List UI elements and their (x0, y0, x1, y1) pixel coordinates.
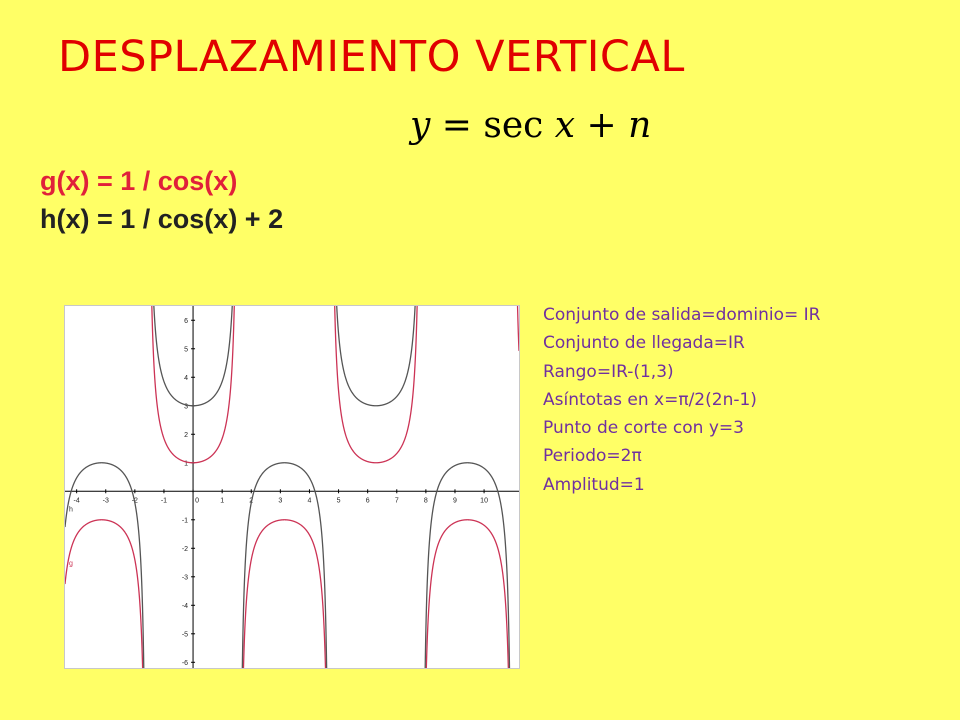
y-tick-label: 4 (184, 374, 189, 382)
series-h-curve (65, 306, 519, 668)
x-tick-label: -2 (131, 497, 138, 505)
x-tick-label: 2 (249, 497, 254, 505)
function-h-label: h(x) = 1 / cos(x) + 2 (40, 204, 284, 234)
y-tick-label: -4 (181, 602, 189, 610)
formula-y: y (410, 105, 431, 146)
secant-graph (64, 305, 520, 669)
graph-svg (65, 306, 519, 668)
y-tick-label: -1 (181, 517, 189, 525)
y-tick-label: 6 (184, 317, 189, 325)
series-g-curve (65, 306, 519, 668)
x-tick-label: 6 (365, 497, 370, 505)
x-tick-label: 7 (394, 497, 399, 505)
x-tick-label: 4 (307, 497, 312, 505)
formula-equals: = (430, 105, 484, 146)
property-y-intercept: Punto de corte con y=3 (543, 418, 744, 439)
x-tick-label: -4 (73, 497, 80, 505)
x-tick-label: 9 (453, 497, 457, 505)
property-asymptotes: Asíntotas en x=π/2(2n-1) (543, 389, 757, 410)
secant-formula (410, 105, 652, 146)
formula-sec: sec (483, 105, 544, 146)
x-tick-label: 0 (195, 497, 200, 505)
y-tick-label: 3 (184, 403, 189, 411)
property-amplitude: Amplitud=1 (543, 474, 645, 495)
properties-list (543, 301, 820, 499)
function-g-label: g(x) = 1 / cos(x) (40, 166, 238, 196)
series-g-label: g (69, 560, 73, 568)
x-tick-label: -3 (102, 497, 109, 505)
x-tick-label: -1 (160, 497, 168, 505)
y-tick-label: -6 (181, 659, 189, 667)
y-tick-label: -3 (181, 574, 189, 582)
y-tick-label: 2 (184, 431, 189, 439)
series-h-label: h (69, 506, 73, 514)
property-period: Periodo=2π (543, 446, 642, 467)
x-tick-label: 5 (336, 497, 341, 505)
x-tick-label: 10 (480, 497, 488, 505)
x-tick-label: 3 (278, 497, 283, 505)
property-domain: Conjunto de salida=dominio= IR (543, 305, 821, 325)
formula-n: n (628, 105, 652, 146)
x-tick-label: 8 (423, 497, 428, 505)
property-range: Rango=IR-(1,3) (543, 361, 674, 382)
property-codomain: Conjunto de llegada=IR (543, 333, 745, 354)
page-title: DESPLAZAMIENTO VERTICAL (58, 32, 685, 82)
y-tick-label: -5 (181, 631, 189, 639)
x-tick-label: 1 (220, 497, 225, 505)
y-tick-label: 5 (184, 346, 189, 354)
y-tick-label: 1 (184, 460, 189, 468)
formula-x: x (543, 105, 576, 146)
formula-plus: + (575, 105, 629, 146)
y-tick-label: -2 (181, 545, 189, 553)
